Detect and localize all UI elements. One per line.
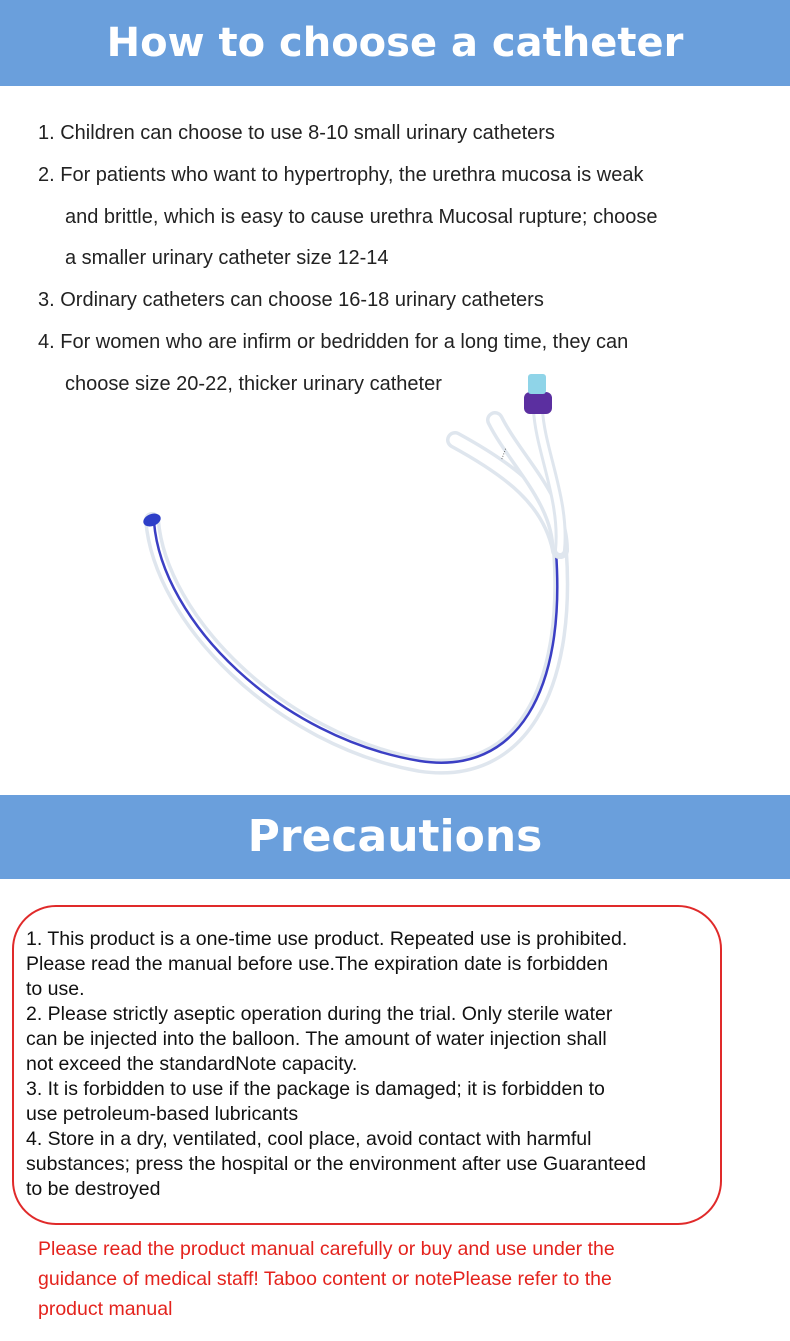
- precaution-line: can be injected into the balloon. The amount of water injection shall: [26, 1028, 607, 1050]
- precaution-line: 3. It is forbidden to use if the package is damaged; it is forbidden to: [26, 1078, 605, 1100]
- warning-notice: [38, 1234, 758, 1324]
- precaution-line: 4. Store in a dry, ventilated, cool place, avoid contact with harmful: [26, 1128, 592, 1150]
- precaution-line: 2. Please strictly aseptic operation during the trial. Only sterile water: [26, 1003, 613, 1025]
- tip-line: and brittle, which is easy to cause urethra Mucosal rupture; choose: [65, 205, 658, 228]
- catheter-image: [120, 360, 620, 790]
- precautions-text: [26, 927, 726, 1202]
- tip-line: a smaller urinary catheter size 12-14: [65, 247, 389, 270]
- precaution-line: Please read the manual before use.The expiration date is forbidden: [26, 953, 609, 975]
- notice-line: Please read the product manual carefully or buy and use under the: [38, 1238, 615, 1260]
- tip-line: 2. For patients who want to hypertrophy, the urethra mucosa is weak: [38, 163, 644, 186]
- tip-line: 4. For women who are infirm or bedridden for a long time, they can: [38, 330, 629, 353]
- catheter-valve-cap: [528, 374, 546, 394]
- precaution-line: use petroleum-based lubricants: [26, 1103, 299, 1125]
- notice-line: product manual: [38, 1298, 173, 1320]
- tip-line: 1. Children can choose to use 8-10 small urinary catheters: [38, 122, 555, 144]
- tip-line: 3. Ordinary catheters can choose 16-18 urinary catheters: [38, 289, 544, 312]
- precaution-line: to use.: [26, 978, 85, 1000]
- precaution-line: not exceed the standardNote capacity.: [26, 1053, 358, 1075]
- tip-line: choose size 20-22, thicker urinary catheter: [65, 372, 442, 395]
- section-title-precautions: Precautions: [0, 795, 790, 879]
- precaution-line: 1. This product is a one-time use product. Repeated use is prohibited.: [26, 928, 628, 950]
- section-title-choose: How to choose a catheter: [0, 0, 790, 86]
- catheter-imprint: .....: [495, 445, 509, 461]
- precaution-line: substances; press the hospital or the environment after use Guaranteed: [26, 1153, 647, 1175]
- catheter-valve: [524, 392, 552, 414]
- precaution-line: to be destroyed: [26, 1178, 161, 1200]
- notice-line: guidance of medical staff! Taboo content or notePlease refer to the: [38, 1268, 612, 1290]
